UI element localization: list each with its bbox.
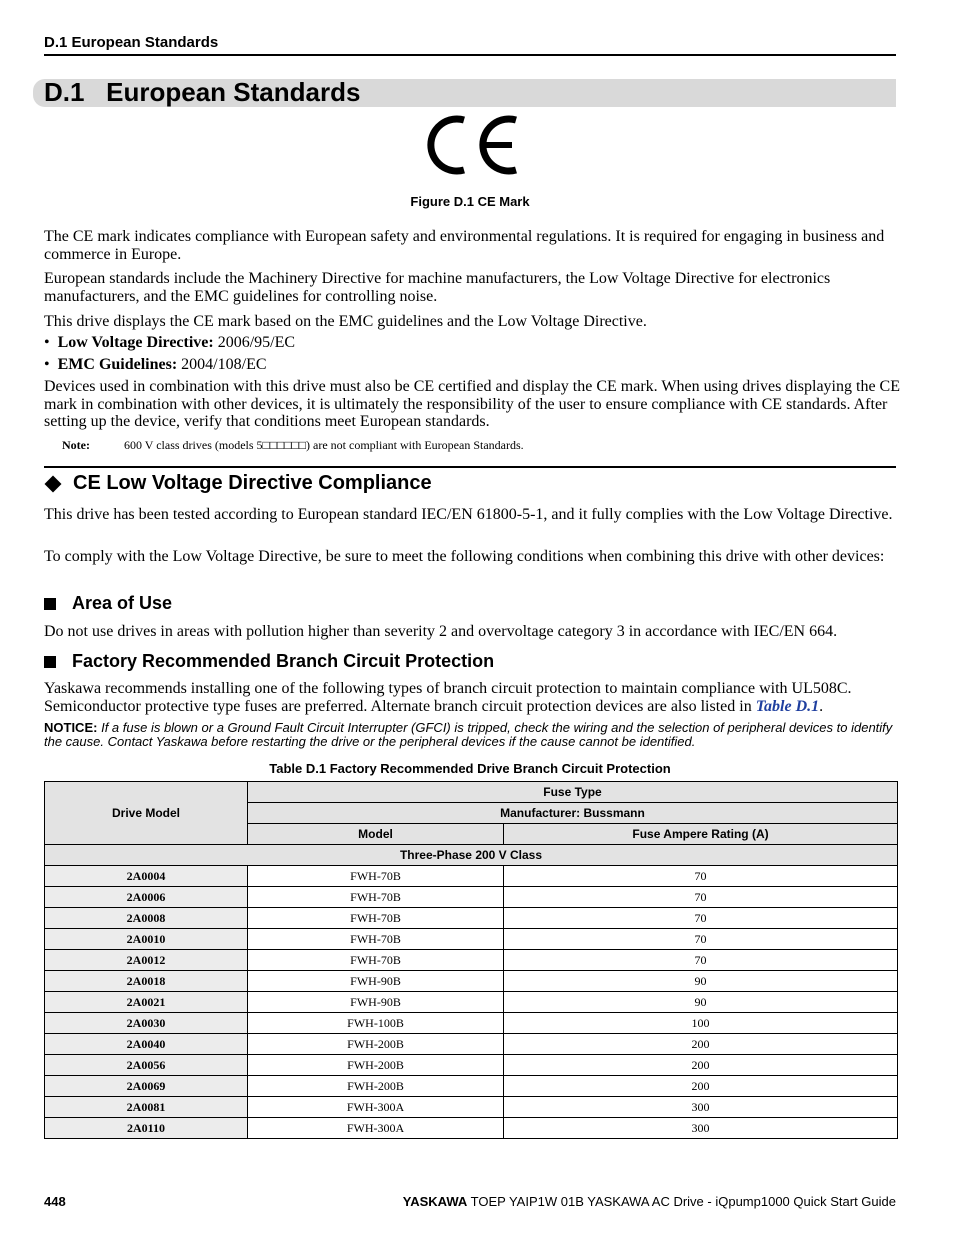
bullet-label: Low Voltage Directive: <box>57 334 214 351</box>
cell-fuse-model: FWH-90B <box>248 992 504 1013</box>
fuse-table <box>44 781 898 1139</box>
cell-fuse-rating: 90 <box>504 992 898 1013</box>
table-caption: Table D.1 Factory Recommended Drive Branch Circuit Protection <box>269 761 671 776</box>
cell-fuse-model: FWH-300A <box>248 1118 504 1139</box>
footer-doc: TOEP YAIP1W 01B YASKAWA AC Drive - iQpump1000 Quick Start Guide <box>470 1194 896 1209</box>
header-model: Model <box>248 824 504 845</box>
header-drive-model: Drive Model <box>45 782 248 845</box>
note-label: Note: <box>62 438 90 452</box>
lvd-paragraph-2: To comply with the Low Voltage Directive, be sure to meet the following conditions when combining this drive with other devices: <box>44 548 885 565</box>
table-body <box>45 866 898 1139</box>
note-text: 600 V class drives (models 5□□□□□□) are not compliant with European Standards. <box>124 438 524 452</box>
cell-drive-model: 2A0040 <box>45 1034 248 1055</box>
branch-text-end: . <box>819 697 824 715</box>
cell-drive-model: 2A0110 <box>45 1118 248 1139</box>
cell-fuse-model: FWH-70B <box>248 866 504 887</box>
section-title-text: European Standards <box>106 77 361 107</box>
bullet-label: EMC Guidelines: <box>57 356 178 373</box>
footer-brand: YASKAWA <box>402 1194 468 1209</box>
cell-drive-model: 2A0008 <box>45 908 248 929</box>
cell-drive-model: 2A0056 <box>45 1055 248 1076</box>
cell-drive-model: 2A0004 <box>45 866 248 887</box>
lvd-heading-text: CE Low Voltage Directive Compliance <box>73 472 432 494</box>
table-row <box>45 929 898 950</box>
group-header: Three-Phase 200 V Class <box>45 845 898 866</box>
cell-fuse-rating: 90 <box>504 971 898 992</box>
cell-fuse-model: FWH-70B <box>248 887 504 908</box>
table-row <box>45 1055 898 1076</box>
cell-drive-model: 2A0069 <box>45 1076 248 1097</box>
note <box>62 438 524 453</box>
table-row <box>45 971 898 992</box>
cell-drive-model: 2A0030 <box>45 1013 248 1034</box>
diamond-bullet-icon <box>45 475 62 492</box>
bullet-emc: • EMC Guidelines: 2004/108/EC <box>44 356 267 373</box>
footer-doc-title <box>403 1194 896 1209</box>
branch-protection-text <box>44 680 900 715</box>
header-manufacturer: Manufacturer: Bussmann <box>248 803 898 824</box>
section-number: D.1 <box>44 77 85 107</box>
header-rating: Fuse Ampere Rating (A) <box>504 824 898 845</box>
cell-fuse-rating: 200 <box>504 1076 898 1097</box>
table-row <box>45 1076 898 1097</box>
notice <box>44 721 900 749</box>
cell-fuse-model: FWH-90B <box>248 971 504 992</box>
cell-fuse-rating: 70 <box>504 866 898 887</box>
branch-text: Yaskawa recommends installing one of the following types of branch circuit protection to maintain compliance with UL508C. Semiconductor protective type fuses are preferred. Alternate branch circuit protection devices are also listed in <box>44 680 852 715</box>
square-bullet-icon <box>44 656 56 668</box>
intro-paragraph-2: European standards include the Machinery Directive for machine manufacturers, the Low Voltage Directive for electronics manufacturers, and the EMC guidelines for controlling noise. <box>44 270 831 305</box>
table-row <box>45 887 898 908</box>
figure-caption: Figure D.1 CE Mark <box>410 194 530 209</box>
cell-fuse-rating: 100 <box>504 1013 898 1034</box>
branch-protection-heading-text: Factory Recommended Branch Circuit Protection <box>72 651 495 671</box>
table-row <box>45 1034 898 1055</box>
cell-drive-model: 2A0006 <box>45 887 248 908</box>
table-row <box>45 908 898 929</box>
table-row <box>45 950 898 971</box>
cell-fuse-model: FWH-100B <box>248 1013 504 1034</box>
cell-fuse-rating: 300 <box>504 1097 898 1118</box>
subsection-rule <box>44 466 896 468</box>
page-number: 448 <box>44 1194 66 1209</box>
cell-fuse-model: FWH-70B <box>248 929 504 950</box>
notice-label: NOTICE: <box>44 720 98 735</box>
cell-fuse-model: FWH-300A <box>248 1097 504 1118</box>
cell-fuse-rating: 70 <box>504 887 898 908</box>
cell-fuse-rating: 70 <box>504 950 898 971</box>
area-of-use-heading-text: Area of Use <box>72 593 173 613</box>
intro-paragraph-1: The CE mark indicates compliance with European safety and environmental regulations. It is required for engaging in business and commerce in Europe. <box>44 228 885 263</box>
section-title <box>44 77 360 108</box>
cell-fuse-model: FWH-200B <box>248 1055 504 1076</box>
running-header: D.1 European Standards <box>44 34 219 51</box>
cell-drive-model: 2A0021 <box>45 992 248 1013</box>
table-row <box>45 1118 898 1139</box>
cell-fuse-rating: 70 <box>504 908 898 929</box>
cell-drive-model: 2A0081 <box>45 1097 248 1118</box>
cell-drive-model: 2A0012 <box>45 950 248 971</box>
area-of-use-heading <box>44 593 172 614</box>
cell-fuse-rating: 70 <box>504 929 898 950</box>
table-d1-link[interactable]: Table D.1 <box>755 697 820 715</box>
lvd-paragraph-1: This drive has been tested according to European standard IEC/EN 61800-5-1, and it fully complies with the Low Voltage Directive. <box>44 506 893 523</box>
table-row <box>45 992 898 1013</box>
header-fuse-type: Fuse Type <box>248 782 898 803</box>
cell-fuse-rating: 200 <box>504 1055 898 1076</box>
header-rule <box>44 54 896 56</box>
intro-paragraph-4: Devices used in combination with this drive must also be CE certified and display the CE mark. When using drives displaying the CE mark in combination with other devices, it is ultimately the responsibility of the user to ensure compliance with CE standards. After setting up the device, verify that conditions meet European standards. <box>44 378 900 430</box>
notice-text: If a fuse is blown or a Ground Fault Circuit Interrupter (GFCI) is tripped, check the wiring and the selection of peripheral devices to identify the cause. Contact Yaskawa before restarting the drive or the peripheral devices if the cause cannot be identified. <box>44 720 893 749</box>
cell-fuse-rating: 200 <box>504 1034 898 1055</box>
cell-fuse-model: FWH-70B <box>248 908 504 929</box>
cell-fuse-model: FWH-200B <box>248 1076 504 1097</box>
cell-drive-model: 2A0010 <box>45 929 248 950</box>
lvd-heading <box>44 472 432 495</box>
bullet-value: 2004/108/EC <box>181 356 267 373</box>
cell-drive-model: 2A0018 <box>45 971 248 992</box>
table-row <box>45 1013 898 1034</box>
ce-mark-logo <box>420 110 520 180</box>
branch-protection-heading <box>44 651 494 672</box>
intro-paragraph-3: This drive displays the CE mark based on the EMC guidelines and the Low Voltage Directive. <box>44 313 647 330</box>
table-row <box>45 1097 898 1118</box>
bullet-low-voltage: • Low Voltage Directive: 2006/95/EC <box>44 334 296 351</box>
square-bullet-icon <box>44 598 56 610</box>
cell-fuse-rating: 300 <box>504 1118 898 1139</box>
cell-fuse-model: FWH-200B <box>248 1034 504 1055</box>
table-row <box>45 866 898 887</box>
area-of-use-text: Do not use drives in areas with pollution higher than severity 2 and overvoltage category 3 in accordance with IEC/EN 664. <box>44 623 838 640</box>
bullet-value: 2006/95/EC <box>217 334 296 351</box>
cell-fuse-model: FWH-70B <box>248 950 504 971</box>
